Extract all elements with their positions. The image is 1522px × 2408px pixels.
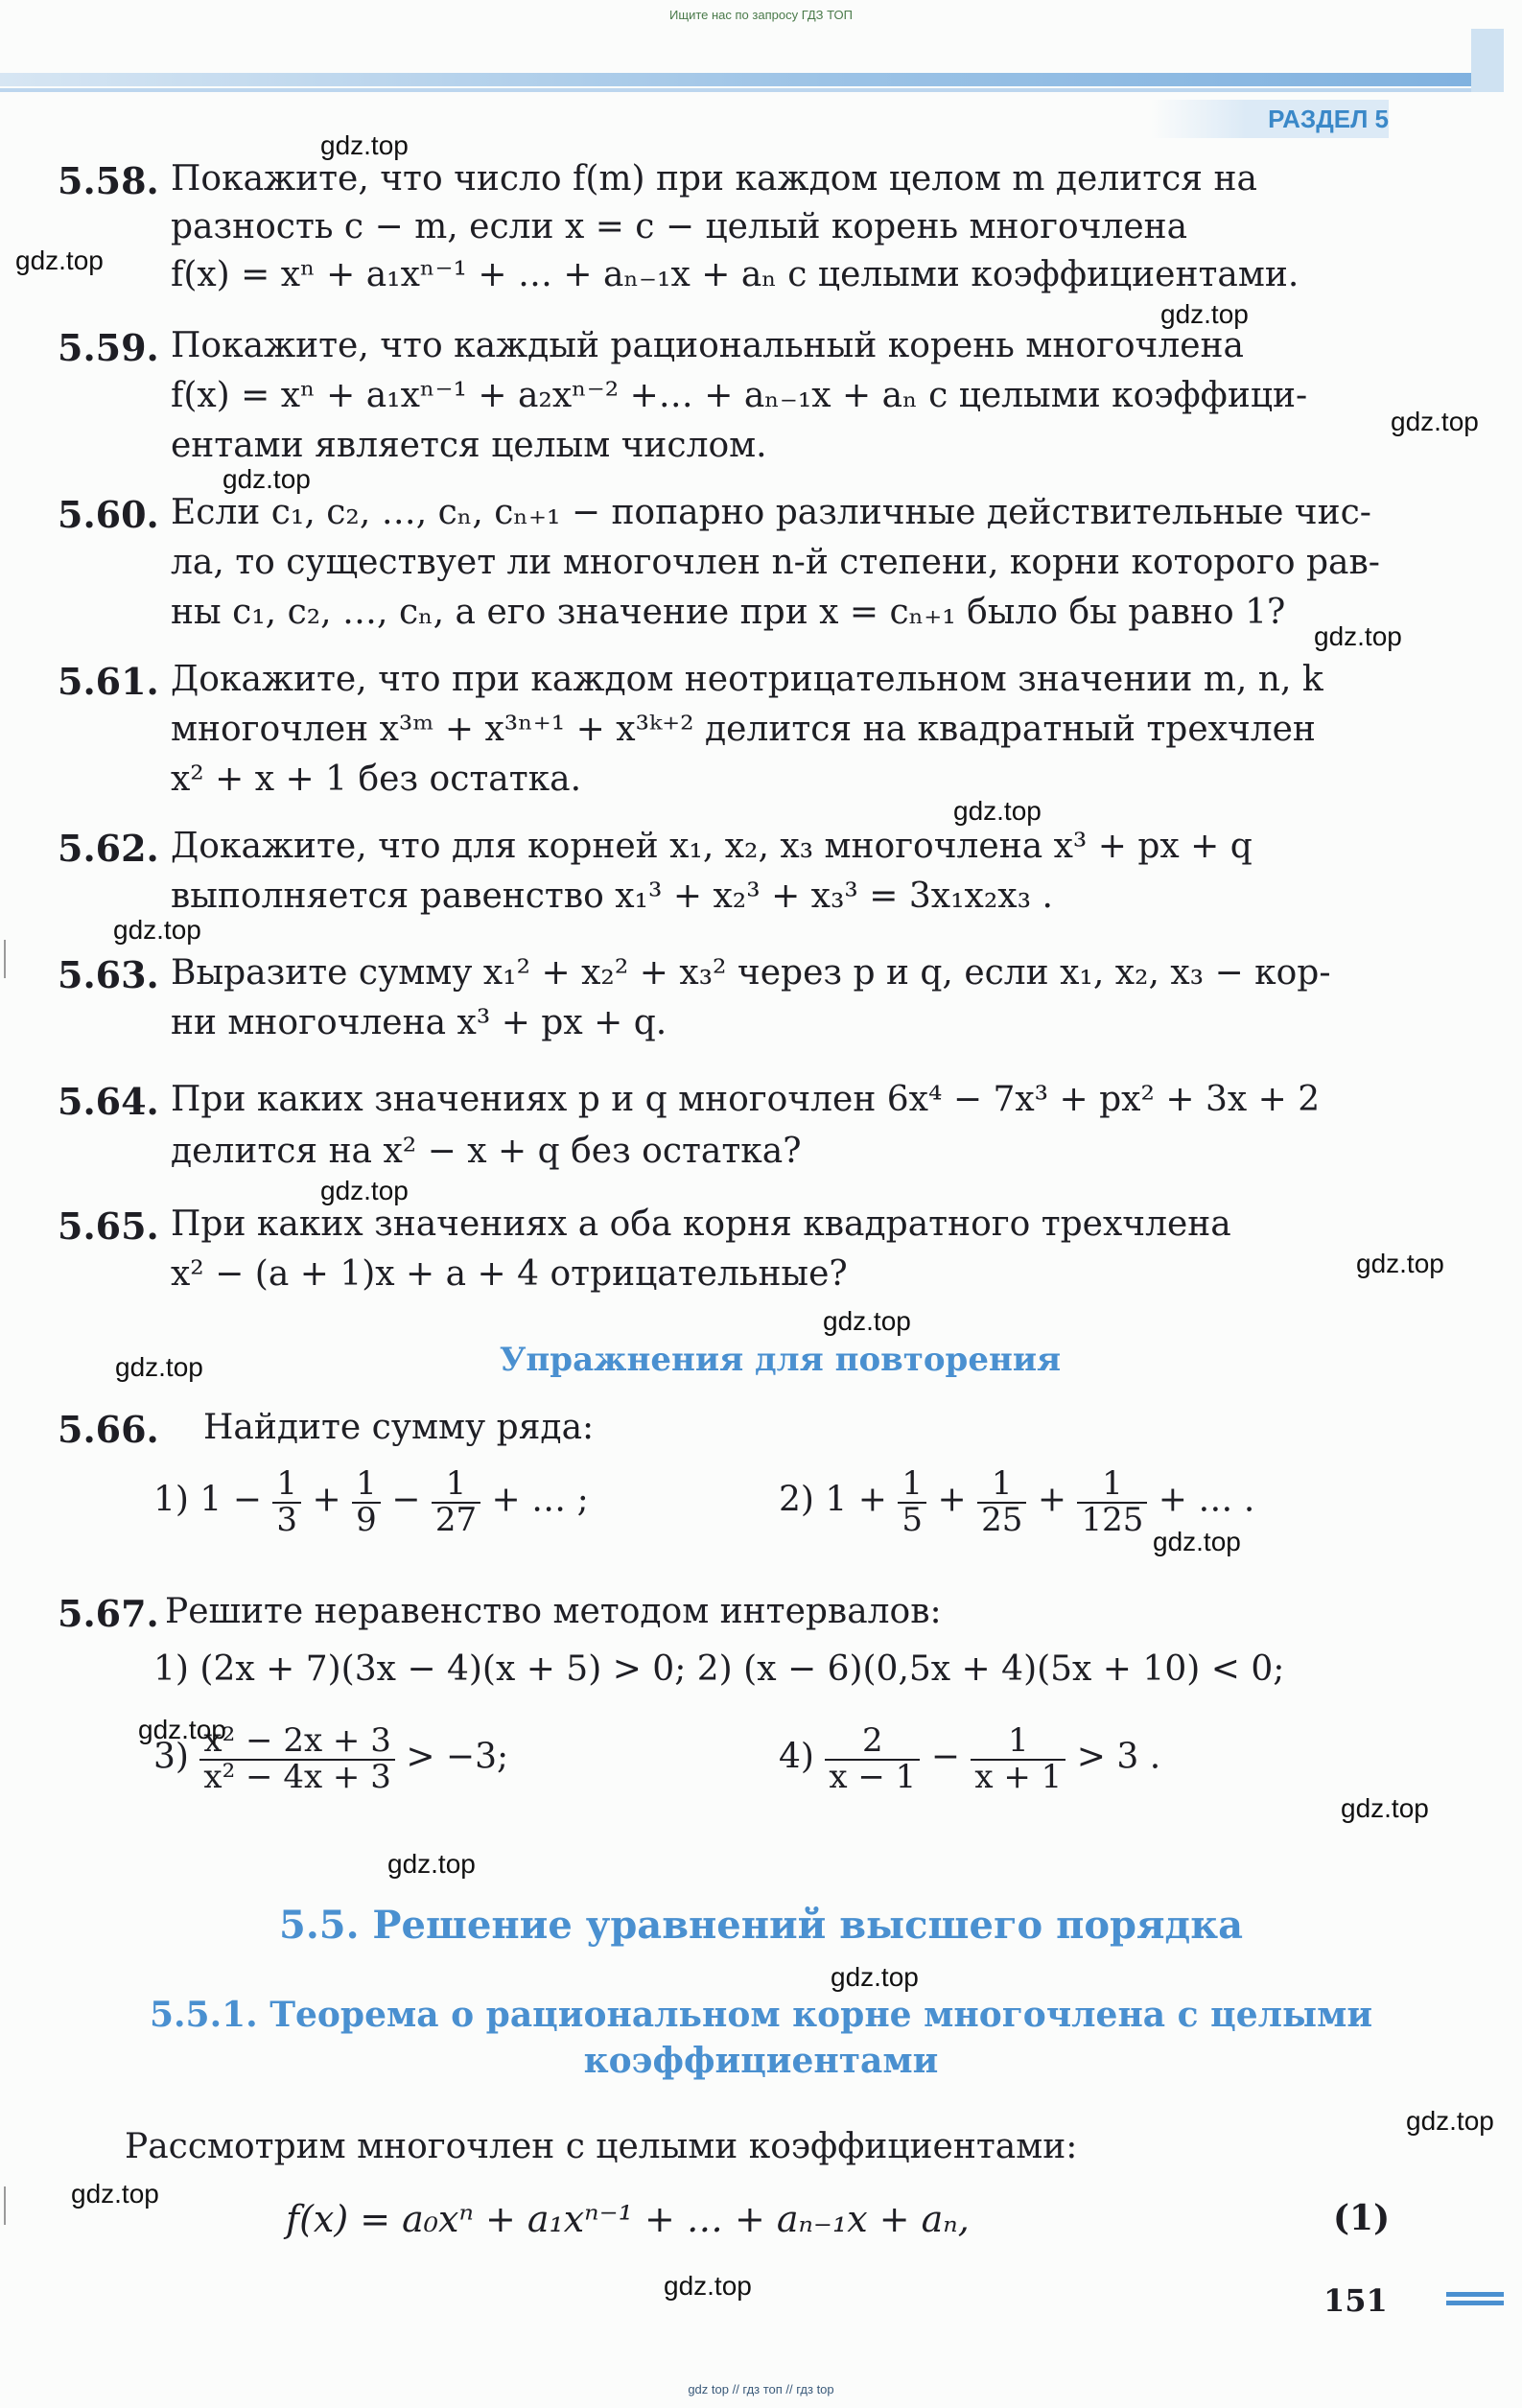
fraction-denominator: x − 1	[829, 1757, 917, 1796]
fraction-numerator: 2	[825, 1724, 920, 1761]
watermark: gdz.top	[1391, 407, 1479, 436]
problem-line: f(x) = xⁿ + a₁xⁿ⁻¹ + … + aₙ₋₁x + aₙ с целыми коэффициентами.	[171, 255, 1300, 294]
fraction-denominator: 125	[1081, 1500, 1144, 1539]
fraction-numerator: x² − 2x + 3	[199, 1724, 394, 1761]
header-band	[0, 73, 1504, 86]
fraction-numerator: 1	[432, 1467, 480, 1504]
fraction	[272, 1464, 301, 1539]
fraction-denominator: x² − 4x + 3	[203, 1757, 391, 1796]
problem-number: 5.65.	[58, 1204, 159, 1248]
watermark: gdz.top	[664, 2271, 752, 2301]
problem-number: 5.60.	[58, 493, 159, 536]
problem-line: ентами является целым числом.	[171, 426, 767, 465]
inequality-line-1: 1) (2x + 7)(3x − 4)(x + 5) > 0; 2) (x − 6)(0,5x + 4)(5x + 10) < 0;	[153, 1649, 1285, 1689]
problem-number: 5.63.	[58, 953, 159, 996]
fraction	[1077, 1464, 1147, 1539]
problem-line: Если c₁, c₂, …, cₙ, cₙ₊₁ − попарно различные действительные чис-	[171, 493, 1371, 532]
problem-line: Докажите, что для корней x₁, x₂, x₃ многочлена x³ + px + q	[171, 827, 1253, 866]
series-tail: + … .	[1158, 1480, 1255, 1520]
problem-line: Покажите, что число f(m) при каждом целом m делится на	[171, 159, 1257, 199]
section-heading: 5.5. Решение уравнений высшего порядка	[278, 1903, 1244, 1948]
watermark: gdz.top	[387, 1849, 476, 1879]
fraction-numerator: 1	[977, 1467, 1026, 1504]
fraction	[898, 1464, 926, 1539]
fraction-denominator: 9	[356, 1500, 377, 1539]
top-notice: Ищите нас по запросу ГДЗ ТОП	[669, 8, 853, 22]
problem-line: делится на x² − x + q без остатка?	[171, 1132, 802, 1171]
watermark: gdz.top	[1314, 621, 1402, 651]
watermark: gdz.top	[831, 1962, 919, 1992]
problem-line: x² − (a + 1)x + a + 4 отрицательные?	[171, 1254, 848, 1294]
operator: −	[930, 1737, 960, 1777]
watermark: gdz.top	[15, 245, 104, 275]
problem-line: Докажите, что при каждом неотрицательном значении m, n, k	[171, 660, 1323, 699]
section-label: РАЗДЕЛ 5	[1151, 100, 1389, 138]
watermark: gdz.top	[1153, 1527, 1241, 1556]
problem-number: 5.64.	[58, 1080, 159, 1123]
problem-line: многочлен x³ᵐ + x³ⁿ⁺¹ + x³ᵏ⁺² делится на квадратный трехчлен	[171, 710, 1316, 749]
fraction-numerator: 1	[971, 1724, 1065, 1761]
fraction	[352, 1464, 381, 1539]
problem-number: 5.66.	[58, 1408, 159, 1451]
watermark: gdz.top	[222, 464, 311, 494]
fraction-denominator: 27	[434, 1500, 478, 1539]
item-label: 1)	[153, 1480, 189, 1520]
inequality-tail: > −3;	[406, 1737, 509, 1777]
fraction	[825, 1721, 920, 1796]
problem-line: x² + x + 1 без остатка.	[171, 760, 582, 799]
bottom-notice: gdz top // гдз топ // гдз top	[688, 2382, 834, 2396]
problem-line: При каких значениях a оба корня квадратного трехчлена	[171, 1204, 1231, 1244]
series-tail: + … ;	[491, 1480, 589, 1520]
watermark: gdz.top	[823, 1306, 911, 1336]
fraction-numerator: 1	[272, 1467, 301, 1504]
problem-line: Найдите сумму ряда:	[203, 1408, 595, 1447]
fraction-numerator: 1	[352, 1467, 381, 1504]
intro-text: Рассмотрим многочлен с целыми коэффициентами:	[125, 2127, 1078, 2166]
operator: +	[1037, 1480, 1066, 1520]
problem-line: Решите неравенство методом интервалов:	[165, 1592, 942, 1631]
fraction-numerator: 1	[898, 1467, 926, 1504]
problem-line: выполняется равенство x₁³ + x₂³ + x₃³ = 3x₁x₂x₃ .	[171, 877, 1053, 916]
problem-line: ла, то существует ли многочлен n-й степени, корни которого рав-	[171, 543, 1380, 582]
operator: −	[391, 1480, 421, 1520]
watermark: gdz.top	[320, 1176, 409, 1205]
operator: +	[312, 1480, 341, 1520]
inequality-tail: > 3 .	[1076, 1737, 1161, 1777]
corner-tab	[1471, 29, 1504, 92]
fraction-denominator: 3	[276, 1500, 298, 1539]
series-term: 1 +	[825, 1480, 887, 1520]
problem-line: Покажите, что каждый рациональный корень многочлена	[171, 326, 1244, 365]
formula: f(x) = a₀xⁿ + a₁xⁿ⁻¹ + … + aₙ₋₁x + aₙ,	[286, 2198, 970, 2240]
problem-number: 5.67.	[58, 1592, 159, 1635]
item-label: 2)	[779, 1480, 814, 1520]
watermark: gdz.top	[115, 1352, 203, 1382]
problem-line: ни многочлена x³ + px + q.	[171, 1003, 667, 1042]
fraction	[432, 1464, 480, 1539]
watermark: gdz.top	[1356, 1249, 1444, 1278]
fraction-denominator: x + 1	[974, 1757, 1063, 1796]
item-label: 3)	[153, 1737, 189, 1777]
subsection-heading: 5.5.1. Теорема о рациональном корне многочлена с целыми	[149, 1995, 1373, 2035]
problem-line: f(x) = xⁿ + a₁xⁿ⁻¹ + a₂xⁿ⁻² +… + aₙ₋₁x + aₙ с целыми коэффици-	[171, 376, 1308, 415]
problem-number: 5.59.	[58, 326, 159, 369]
problem-number: 5.62.	[58, 827, 159, 870]
margin-mark	[4, 940, 6, 978]
problem-line: разность c − m, если x = c − целый корень многочлена	[171, 207, 1188, 246]
problem-line: ны c₁, c₂, …, cₙ, а его значение при x = cₙ₊₁ было бы равно 1?	[171, 593, 1286, 632]
fraction	[971, 1721, 1065, 1796]
inequality-item-4	[779, 1721, 1161, 1796]
fraction	[199, 1721, 394, 1796]
page-stripes	[1446, 2292, 1504, 2315]
watermark: gdz.top	[1406, 2106, 1494, 2136]
watermark: gdz.top	[320, 130, 409, 160]
item-label: 4)	[779, 1737, 814, 1777]
page-number: 151	[1323, 2282, 1388, 2319]
watermark: gdz.top	[113, 915, 201, 945]
watermark: gdz.top	[71, 2179, 159, 2209]
operator: +	[937, 1480, 967, 1520]
fraction-denominator: 5	[901, 1500, 924, 1539]
problem-number: 5.58.	[58, 159, 159, 202]
watermark: gdz.top	[1160, 299, 1249, 329]
review-heading: Упражнения для повторения	[499, 1341, 1062, 1379]
series-item-1	[153, 1464, 589, 1539]
watermark: gdz.top	[953, 796, 1042, 826]
formula-number: (1)	[1333, 2198, 1391, 2238]
fraction	[977, 1464, 1026, 1539]
problem-line: При каких значениях p и q многочлен 6x⁴ − 7x³ + px² + 3x + 2	[171, 1080, 1321, 1119]
subsection-heading-cont: коэффициентами	[583, 2041, 939, 2081]
watermark: gdz.top	[138, 1715, 226, 1744]
fraction-denominator: 25	[981, 1500, 1023, 1539]
watermark: gdz.top	[1341, 1793, 1429, 1823]
fraction-numerator: 1	[1077, 1467, 1147, 1504]
problem-number: 5.61.	[58, 660, 159, 703]
problem-line: Выразите сумму x₁² + x₂² + x₃² через p и q, если x₁, x₂, x₃ − кор-	[171, 953, 1331, 993]
header-band-thin	[0, 88, 1504, 92]
margin-mark	[4, 2186, 6, 2225]
series-term: 1 −	[199, 1480, 262, 1520]
